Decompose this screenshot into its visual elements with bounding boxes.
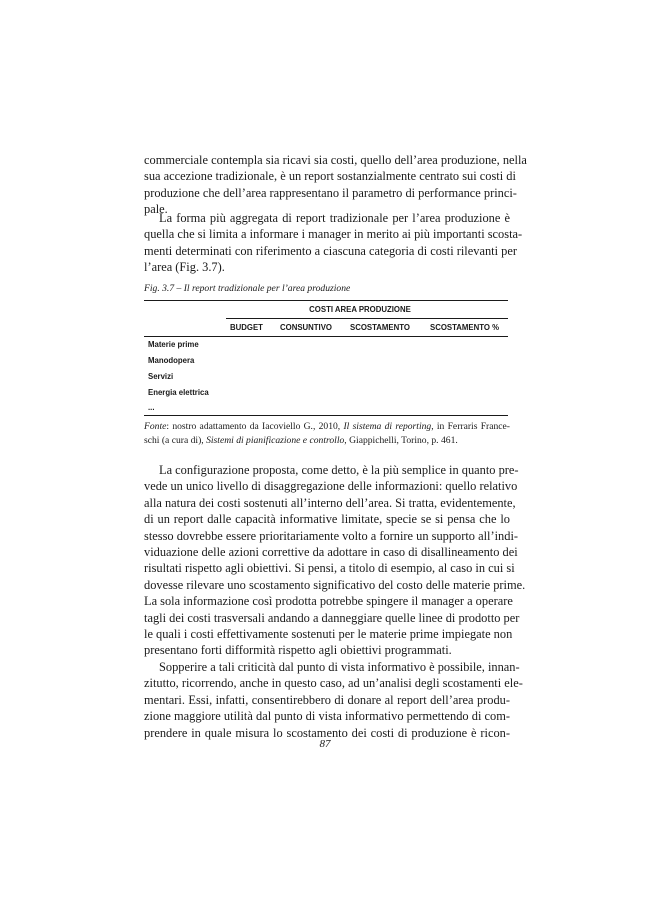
text-line: quella che si limita a informare i manager in merito ai più importanti scosta- [144, 227, 523, 242]
text-line: La sola informazione così prodotta potrebbe spingere il manager a operare [144, 594, 513, 609]
table-group-header: COSTI AREA PRODUZIONE [309, 305, 411, 314]
text-line: alla natura dei costi sostenuti all’interno dell’area. Si tratta, evidentemente, [144, 495, 516, 510]
text-line: Sopperire a tali criticità dal punto di vista informativo è possibile, innan- [159, 660, 520, 674]
text-line: risultati rispetto agli obiettivi. Si pensi, a titolo di esempio, al caso in cui si [144, 561, 515, 576]
text-line: La configurazione proposta, come detto, è la più semplice in quanto pre- [159, 463, 519, 477]
source-text: , Giappichelli, Torino, p. 461. [344, 434, 458, 446]
source-text: : nostro adattamento da Iacoviello G., 2010, [166, 421, 344, 432]
table-row-label: Energia elettrica [148, 388, 209, 397]
column-header-scostamento-pct: SCOSTAMENTO % [430, 323, 500, 332]
column-header-scostamento: SCOSTAMENTO [350, 323, 410, 332]
table-header-rule [144, 336, 508, 337]
text-line: menti determinati con riferimento a ciascuna categoria di costi rilevanti per [144, 243, 517, 258]
text-line: La forma più aggregata di report tradizionale per l’area produzione è [159, 211, 510, 225]
figure-source [144, 420, 510, 447]
text-line: zione maggiore utilità dal punto di vista informativo permettendo di com- [144, 709, 510, 724]
text-line: viduazione delle azioni correttive da adottare in caso di disallineamento dei [144, 545, 518, 560]
text-line: prendere in quale misura lo scostamento dei costi di produzione è ricon- [144, 725, 510, 740]
text-line: stesso dovrebbe essere prioritariamente volto a fornire un supporto all’indi- [144, 528, 519, 543]
table-row-label: Manodopera [148, 356, 195, 365]
source-title: Sistemi di pianificazione e controllo [206, 434, 345, 446]
paragraph-1 [144, 152, 527, 218]
figure-caption: Fig. 3.7 – Il report tradizionale per l’area produzione [144, 283, 351, 294]
source-label: Fonte [144, 421, 167, 432]
text-line: sua accezione tradizionale, è un report sostanzialmente centrato sui costi di [144, 169, 516, 184]
text-line: zitutto, ricorrendo, anche in questo caso, ad un’analisi degli scostamenti ele- [144, 676, 523, 691]
text-line: mentari. Essi, infatti, consentirebbero di donare al report dell’area produ- [144, 692, 510, 707]
source-line-1 [144, 420, 510, 434]
table-row-label: Servizi [148, 372, 174, 381]
text-line: dovesse rilevare uno scostamento significativo del costo delle materie prime. [144, 577, 526, 592]
source-title: Il sistema di reporting [343, 421, 432, 432]
text-line: vede un unico livello di disaggregazione delle informazioni: quello relativo [144, 479, 518, 494]
paragraph-3 [144, 462, 526, 659]
text-line: presentano forti difformità rispetto agli obiettivi programmati. [144, 643, 452, 658]
source-text: schi (a cura di), [144, 434, 207, 446]
paragraph-2 [144, 210, 523, 276]
table-row-label: Materie prime [148, 340, 199, 349]
table-bottom-rule [144, 415, 508, 416]
text-line: commerciale contempla sia ricavi sia costi, quello dell’area produzione, nella [144, 153, 527, 167]
text-line: di un report dalle capacità informative limitate, specie se si pensa che lo [144, 512, 510, 527]
column-header-budget: BUDGET [230, 323, 263, 332]
column-header-consuntivo: CONSUNTIVO [280, 323, 332, 332]
source-line-2 [144, 434, 510, 448]
text-line: le quali i costi effettivamente sostenuti per le materie prime impiegate non [144, 627, 513, 642]
text-line: produzione che dell’area rappresentano il parametro di performance princi- [144, 185, 517, 200]
text-line: pale. [144, 202, 168, 217]
paragraph-4 [144, 659, 523, 741]
table-top-rule [144, 300, 508, 301]
text-line: tagli dei costi trasversali andando a danneggiare quelle linee di prodotto per [144, 610, 520, 625]
source-text: , in Ferraris France- [431, 421, 510, 432]
text-line: l’area (Fig. 3.7). [144, 260, 225, 275]
table-row-label: ... [148, 403, 155, 412]
table-group-rule [226, 318, 508, 319]
page-number: 87 [319, 738, 331, 750]
